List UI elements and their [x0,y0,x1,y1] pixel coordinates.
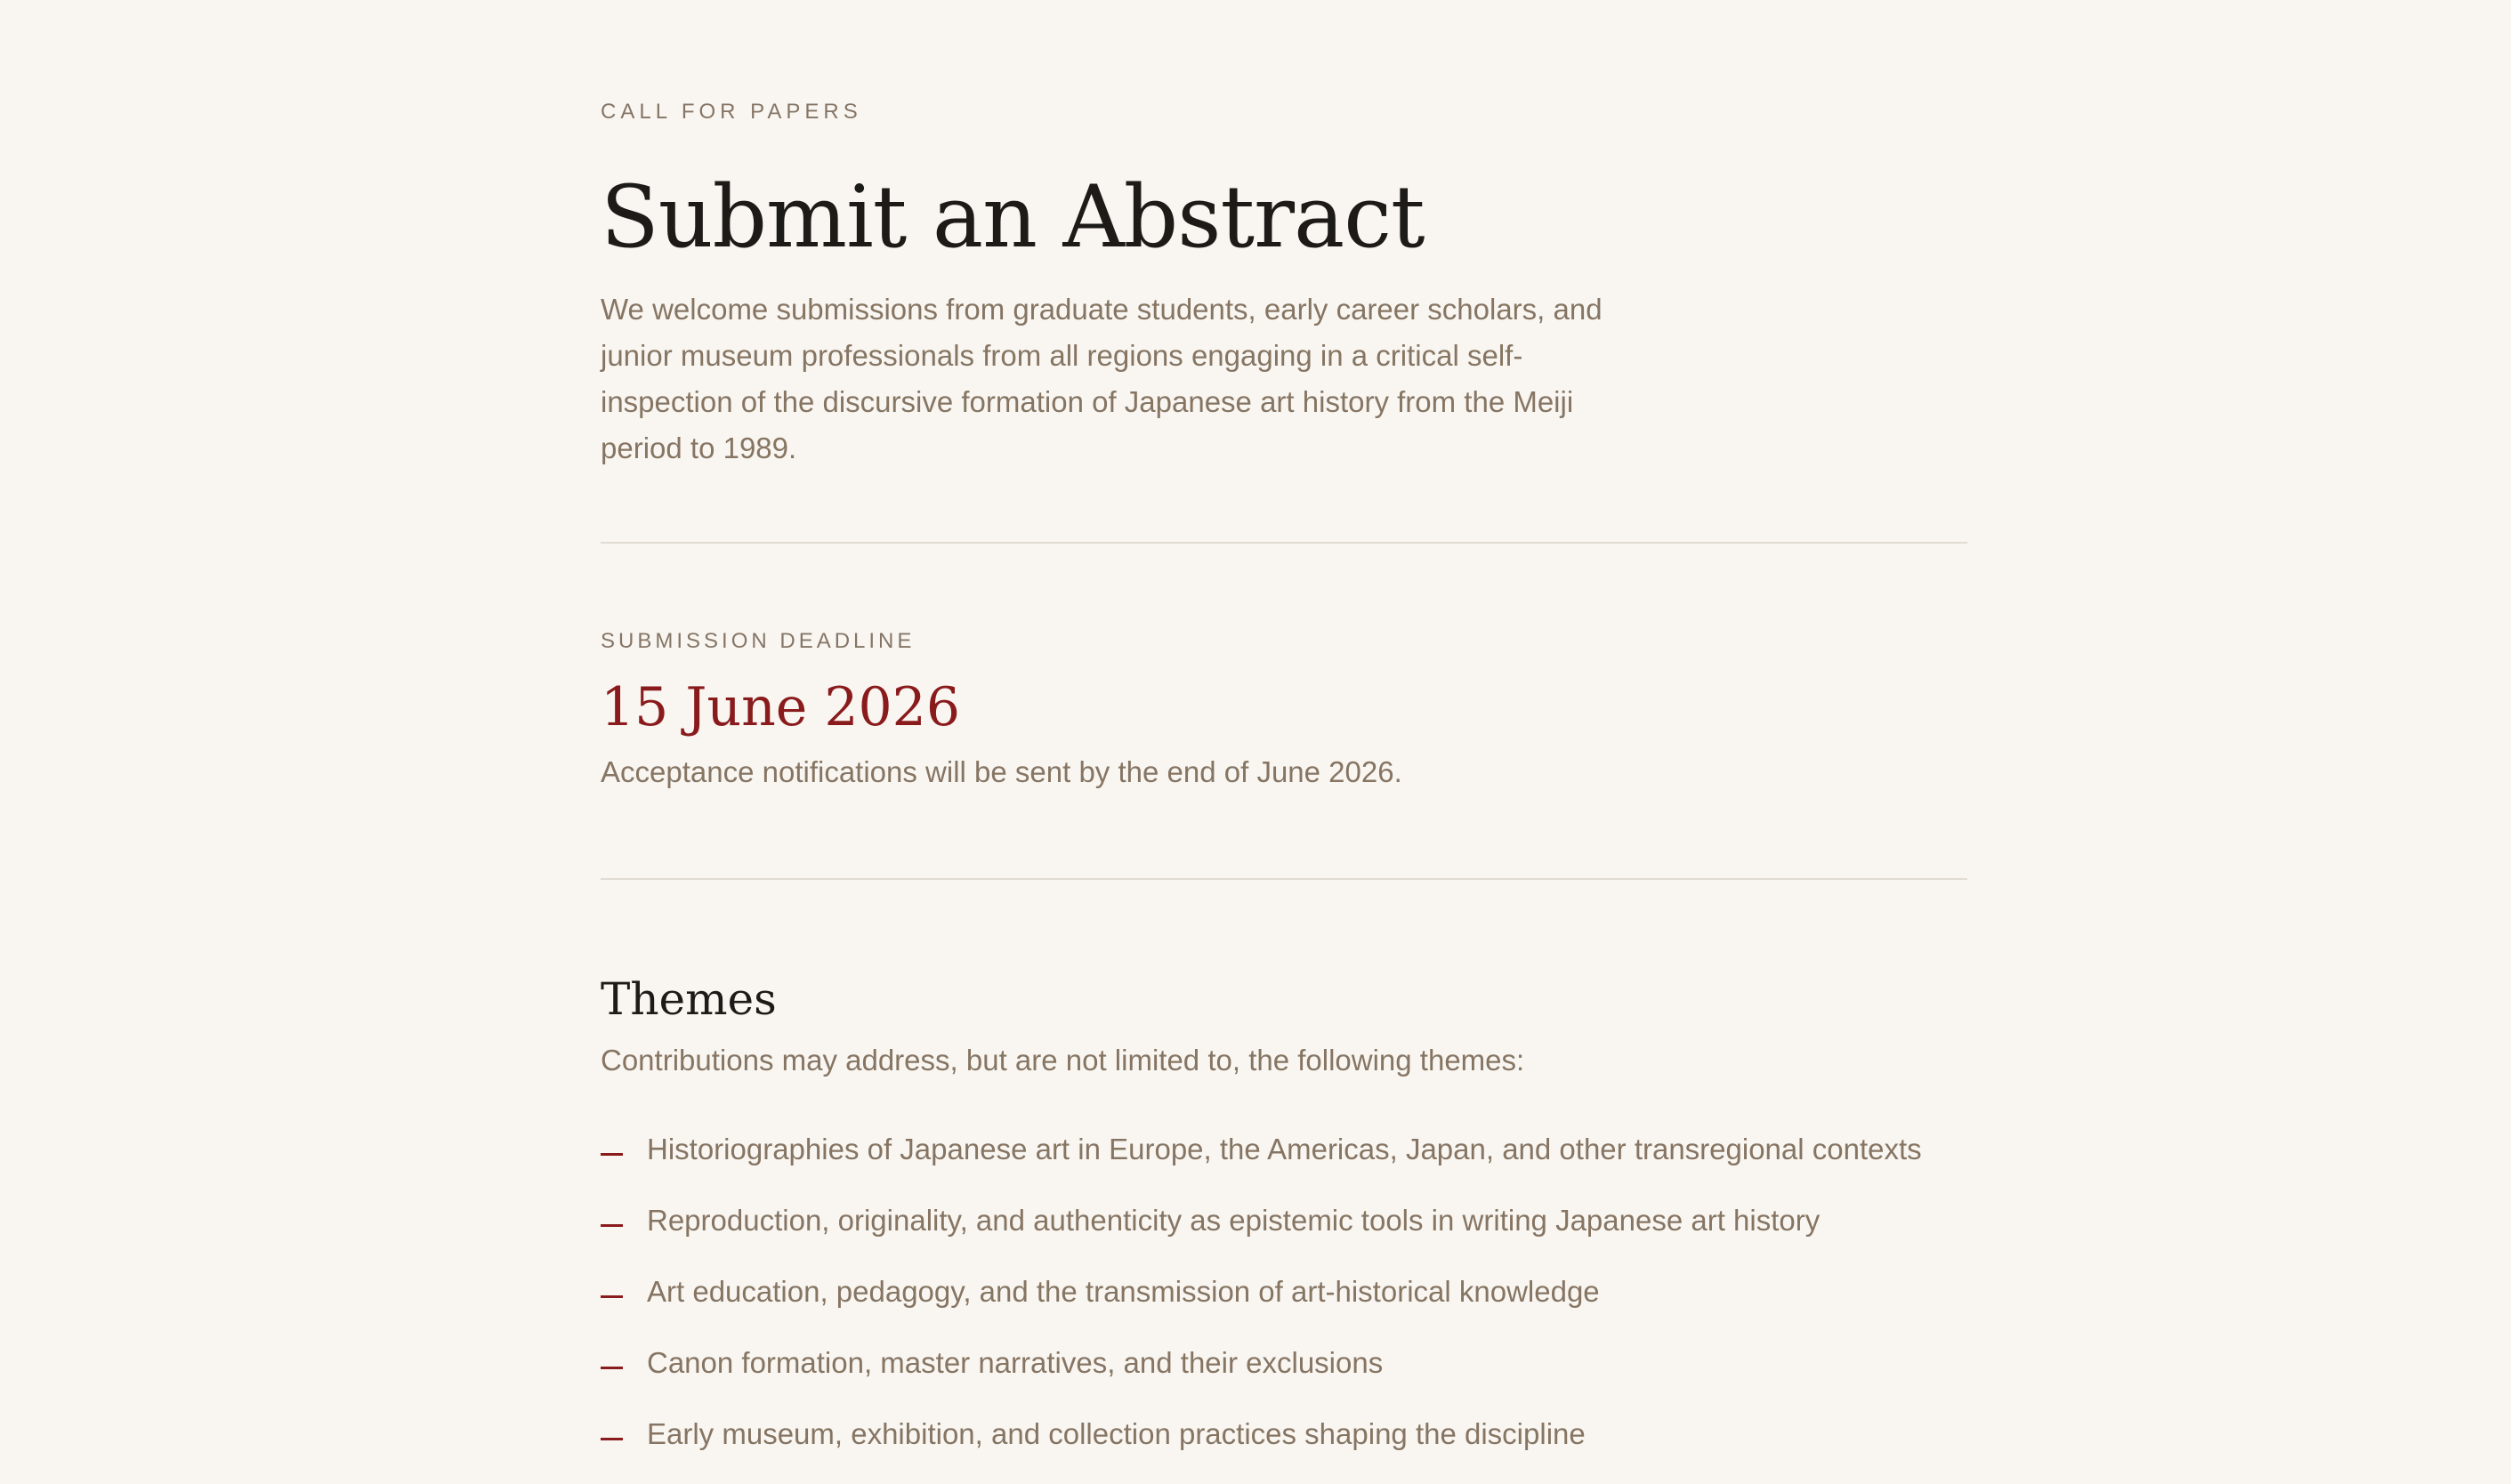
theme-list-item [601,1199,1922,1270]
theme-list-item [601,1413,1922,1484]
themes-intro: Contributions may address, but are not limited to, the following themes: [601,1044,1525,1077]
theme-list-item [601,1270,1922,1342]
page-title: Submit an Abstract [601,167,1425,267]
section-eyebrow: CALL FOR PAPERS [601,100,862,124]
theme-list-item [601,1128,1922,1199]
theme-text: Early museum, exhibition, and collection practices shaping the discipline [647,1417,1586,1450]
intro-paragraph: We welcome submissions from graduate students, early career scholars, and junior museum professionals from all regions engaging in a critical self-inspection of the discursive formation of Japanese art history from the Meiji period to 1989. [601,293,1603,464]
deadline-label: SUBMISSION DEADLINE [601,629,916,653]
dash-bullet-icon [601,1295,623,1298]
dash-bullet-icon [601,1224,623,1227]
theme-text: Historiographies of Japanese art in Europe, the Americas, Japan, and other transregional contexts [647,1133,1922,1165]
dash-bullet-icon [601,1367,623,1369]
section-divider [601,878,1967,880]
theme-text: Canon formation, master narratives, and their exclusions [647,1346,1384,1379]
theme-text: Art education, pedagogy, and the transmission of art-historical knowledge [647,1275,1600,1308]
dash-bullet-icon [601,1438,623,1440]
themes-list [601,1128,1922,1484]
themes-title: Themes [601,973,777,1025]
theme-text: Reproduction, originality, and authenticity as epistemic tools in writing Japanese art history [647,1204,1821,1237]
dash-bullet-icon [601,1153,623,1156]
theme-list-item [601,1342,1922,1413]
deadline-date: 15 June 2026 [601,676,961,738]
section-divider [601,542,1967,544]
deadline-note: Acceptance notifications will be sent by the end of June 2026. [601,755,1402,788]
